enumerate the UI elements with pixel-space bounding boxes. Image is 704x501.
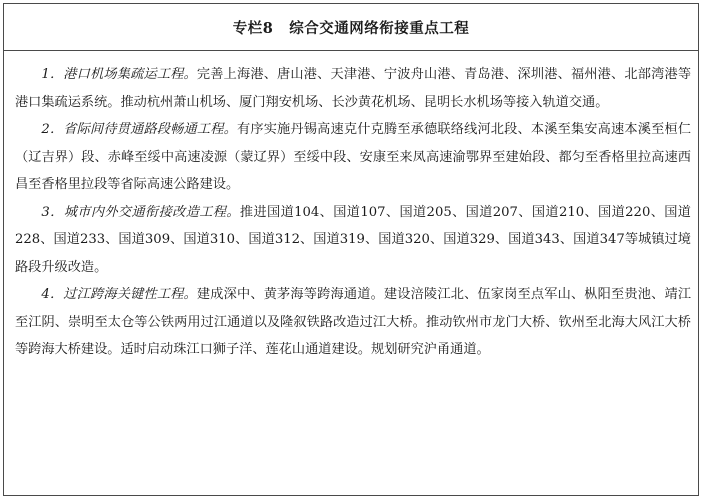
item-label: 4．过江跨海关键性工程。	[41, 287, 197, 302]
column-title: 综合交通网络衔接重点工程	[289, 19, 470, 37]
item-text: 完善上海港、唐山港、天津港、宁波舟山港、青岛港、深圳港、福州港、北部湾港等港口集疏运系统。推动杭州萧山机场、厦门翔安机场、长沙黄花机场、昆明长水机场等接入轨道交通。	[15, 67, 692, 110]
item-text: 建成深中、黄茅海等跨海通道。建设涪陵江北、伍家岗至点军山、枞阳至贵池、靖江至江阴、崇明至太仓等公铁两用过江通道以及隆叙铁路改造过江大桥。推动钦州市龙门大桥、钦州至北海大风江大桥等跨海大桥建设。适时启动珠江口狮子洋、莲花山通道建设。规划研究沪甬通道。	[15, 287, 692, 357]
list-item	[15, 61, 691, 116]
column-box	[3, 3, 699, 496]
item-label: 1．港口机场集疏运工程。	[41, 67, 197, 82]
column-header	[4, 4, 698, 51]
item-label: 3．城市内外交通衔接改造工程。	[41, 204, 240, 220]
column-content	[4, 51, 698, 364]
item-label: 2．省际间待贯通路段畅通工程。	[41, 122, 237, 137]
list-item	[15, 281, 691, 364]
list-item	[15, 116, 691, 199]
list-item	[15, 199, 691, 282]
column-number: 专栏8	[232, 19, 274, 37]
item-text: 推进国道104、国道107、国道205、国道207、国道210、国道220、国道228、国道233、国道309、国道310、国道312、国道319、国道320、国道329、国道343、国道347等城镇过境路段升级改造。	[15, 204, 691, 275]
item-text: 有序实施丹锡高速克什克腾至承德联络线河北段、本溪至集安高速本溪至桓仁（辽吉界）段、赤峰至绥中高速凌源（蒙辽界）至绥中段、安康至来凤高速渝鄂界至建始段、都匀至香格里拉高速西昌至香格里拉段等省际高速公路建设。	[15, 122, 692, 192]
